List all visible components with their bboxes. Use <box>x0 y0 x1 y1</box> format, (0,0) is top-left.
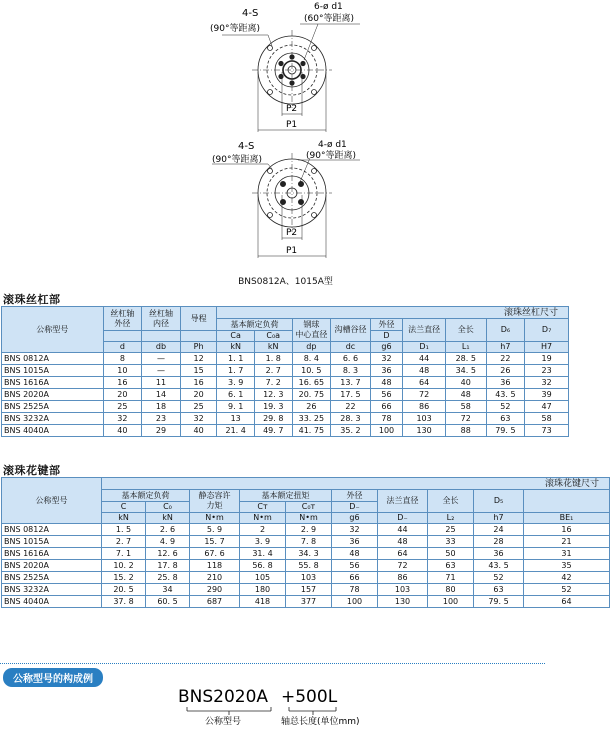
spline-value-cell: 80 <box>428 584 474 596</box>
screw-spec-table <box>1 306 569 437</box>
screw-header-length: 全长 <box>445 319 486 342</box>
screw-header-d6: D₆ <box>486 319 525 342</box>
spline-value-cell: 7. 8 <box>286 536 332 548</box>
screw-value-cell: 47 <box>525 401 569 413</box>
spline-value-cell: 56. 8 <box>240 560 286 572</box>
spline-row <box>2 584 610 596</box>
screw-value-cell: 32 <box>180 413 217 425</box>
screw-unit: g6 <box>370 342 403 353</box>
spline-value-cell: 60. 5 <box>146 596 190 608</box>
spline-value-cell: 48 <box>378 536 428 548</box>
screw-value-cell: 23 <box>525 365 569 377</box>
spline-value-cell: 103 <box>378 584 428 596</box>
screw-header-model: 公称型号 <box>2 307 104 353</box>
screw-row <box>2 377 569 389</box>
screw-value-cell: 25 <box>103 401 142 413</box>
screw-value-cell: 8. 3 <box>331 365 371 377</box>
screw-sub-c0a: C₀a <box>254 331 292 342</box>
spline-value-cell: 290 <box>190 584 240 596</box>
screw-value-cell: 100 <box>370 425 403 437</box>
spline-unit: kN <box>146 513 190 524</box>
screw-value-cell: 56 <box>370 389 403 401</box>
screw-value-cell: 78 <box>370 413 403 425</box>
screw-value-cell: 34. 5 <box>445 365 486 377</box>
screw-value-cell: 33. 25 <box>292 413 331 425</box>
screw-model-cell: BNS 1616A <box>2 377 104 389</box>
screw-value-cell: 1. 8 <box>254 353 292 365</box>
screw-table-body <box>2 353 569 437</box>
spline-value-cell: 72 <box>378 560 428 572</box>
screw-value-cell: 66 <box>370 401 403 413</box>
spline-unit: g6 <box>332 513 378 524</box>
spline-value-cell: 118 <box>190 560 240 572</box>
bottom-hole <box>298 181 303 186</box>
screw-value-cell: 2. 7 <box>254 365 292 377</box>
screw-value-cell: 73 <box>525 425 569 437</box>
screw-model-cell: BNS 0812A <box>2 353 104 365</box>
screw-sub-d: D <box>370 331 403 342</box>
screw-value-cell: 18 <box>142 401 181 413</box>
screw-value-cell: 19 <box>525 353 569 365</box>
drawing-caption: BNS0812A、1015A型 <box>238 277 333 287</box>
spline-value-cell: 52 <box>524 584 610 596</box>
spline-value-cell: 36 <box>474 548 524 560</box>
screw-value-cell: 48 <box>370 377 403 389</box>
spline-value-cell: 15. 2 <box>102 572 146 584</box>
spline-table-body <box>2 524 610 608</box>
screw-value-cell: 9. 1 <box>217 401 255 413</box>
screw-value-cell: 43. 5 <box>486 389 525 401</box>
spline-value-cell: 43. 5 <box>474 560 524 572</box>
spline-value-cell: 2 <box>240 524 286 536</box>
spline-value-cell: 79. 5 <box>474 596 524 608</box>
spline-value-cell: 71 <box>428 572 474 584</box>
screw-unit: kN <box>217 342 255 353</box>
spline-value-cell: 50 <box>428 548 474 560</box>
spline-unit: L₂ <box>428 513 474 524</box>
spline-header-load: 基本额定负荷 <box>102 490 190 502</box>
spline-unit: kN <box>102 513 146 524</box>
screw-value-cell: 16 <box>103 377 142 389</box>
spline-row <box>2 524 610 536</box>
spline-value-cell: 210 <box>190 572 240 584</box>
spline-unit: N•m <box>286 513 332 524</box>
spline-unit: N•m <box>240 513 286 524</box>
spline-value-cell: 37. 8 <box>102 596 146 608</box>
screw-model-cell: BNS 3232A <box>2 413 104 425</box>
screw-value-cell: 6. 1 <box>217 389 255 401</box>
screw-model-cell: BNS 4040A <box>2 425 104 437</box>
spline-value-cell: 48 <box>332 548 378 560</box>
screw-value-cell: 7. 2 <box>254 377 292 389</box>
screw-value-cell: 26 <box>292 401 331 413</box>
screw-value-cell: — <box>142 353 181 365</box>
spline-value-cell: 64 <box>524 596 610 608</box>
screw-value-cell: 17. 5 <box>331 389 371 401</box>
spline-header-torque: 基本额定扭矩 <box>240 490 332 502</box>
spline-value-cell: 44 <box>378 524 428 536</box>
screw-unit: kN <box>254 342 292 353</box>
top-tap-hole <box>268 90 273 95</box>
spline-value-cell: 17. 8 <box>146 560 190 572</box>
screw-value-cell: 63 <box>486 413 525 425</box>
spline-value-cell: 2. 6 <box>146 524 190 536</box>
spline-header-static: 静态容许 力矩 <box>190 490 240 513</box>
spline-value-cell: 25 <box>428 524 474 536</box>
spline-sub-c0: C₀ <box>146 502 190 513</box>
screw-value-cell: 14 <box>142 389 181 401</box>
screw-row <box>2 365 569 377</box>
spline-unit: BE₁ <box>524 513 610 524</box>
top-d-label: 6-ø d1 <box>314 2 343 12</box>
top-p2-label: P2 <box>286 104 298 114</box>
screw-unit: dc <box>331 342 371 353</box>
screw-row <box>2 413 569 425</box>
spline-value-cell: 20. 5 <box>102 584 146 596</box>
screw-value-cell: 58 <box>525 413 569 425</box>
bottom-p2-label: P2 <box>286 228 298 238</box>
spline-header-blank <box>524 490 610 513</box>
spline-value-cell: 63 <box>428 560 474 572</box>
screw-value-cell: 29. 8 <box>254 413 292 425</box>
screw-value-cell: 10 <box>103 365 142 377</box>
bottom-hole <box>280 181 285 186</box>
top-tap-hole <box>312 90 317 95</box>
bottom-d-note: (90°等距离) <box>306 151 356 161</box>
spline-value-cell: 55. 8 <box>286 560 332 572</box>
screw-value-cell: 19. 3 <box>254 401 292 413</box>
screw-value-cell: 32 <box>525 377 569 389</box>
spline-value-cell: 42 <box>524 572 610 584</box>
spline-value-cell: 35 <box>524 560 610 572</box>
spline-sub-d: D₋ <box>332 502 378 513</box>
bottom-p1-label: P1 <box>286 246 298 256</box>
spline-sub-ct: Cᴛ <box>240 502 286 513</box>
spline-header-ds: D₅ <box>474 490 524 513</box>
screw-value-cell: 58 <box>445 401 486 413</box>
screw-value-cell: 16 <box>180 377 217 389</box>
screw-value-cell: 48 <box>403 365 446 377</box>
bottom-hole <box>280 199 285 204</box>
screw-value-cell: 1. 7 <box>217 365 255 377</box>
spline-model-cell: BNS 3232A <box>2 584 102 596</box>
spline-value-cell: 7. 1 <box>102 548 146 560</box>
model-example-svg <box>0 681 571 726</box>
model-example <box>0 681 571 726</box>
example-length-label: 轴总长度(单位mm) <box>281 717 360 727</box>
top-hole <box>301 61 305 65</box>
spline-value-cell: 418 <box>240 596 286 608</box>
screw-value-cell: 8. 4 <box>292 353 331 365</box>
screw-value-cell: 1. 1 <box>217 353 255 365</box>
top-tap-hole <box>312 46 317 51</box>
screw-unit: H7 <box>525 342 569 353</box>
top-s-note: (90°等距离) <box>210 24 260 34</box>
spline-header-outer: 外径 <box>332 490 378 502</box>
screw-value-cell: 11 <box>142 377 181 389</box>
example-divider <box>0 663 545 664</box>
spline-model-cell: BNS 2020A <box>2 560 102 572</box>
screw-header-groove: 沟槽谷径 <box>331 319 371 342</box>
screw-value-cell: 40 <box>103 425 142 437</box>
spline-value-cell: 25. 8 <box>146 572 190 584</box>
bottom-tap-hole <box>268 213 273 218</box>
spline-value-cell: 63 <box>474 584 524 596</box>
screw-header-ball: 钢球 中心直径 <box>292 319 331 342</box>
screw-unit: L₁ <box>445 342 486 353</box>
spline-value-cell: 52 <box>474 572 524 584</box>
screw-value-cell: 32 <box>103 413 142 425</box>
top-d-leader <box>304 24 318 60</box>
screw-value-cell: 13. 7 <box>331 377 371 389</box>
screw-value-cell: 64 <box>403 377 446 389</box>
bottom-s-label: 4-S <box>238 141 255 152</box>
screw-row <box>2 389 569 401</box>
spline-value-cell: 86 <box>378 572 428 584</box>
spline-group-title: 滚珠花键尺寸 <box>102 478 610 490</box>
screw-unit: db <box>142 342 181 353</box>
screw-unit-blank <box>180 331 217 342</box>
screw-value-cell: 48 <box>445 389 486 401</box>
spline-value-cell: 24 <box>474 524 524 536</box>
spline-unit: h7 <box>474 513 524 524</box>
screw-row <box>2 425 569 437</box>
screw-sub-ca: Ca <box>217 331 255 342</box>
screw-model-cell: BNS 2020A <box>2 389 104 401</box>
spline-section-title: 滚珠花键部 <box>3 464 61 477</box>
top-hole <box>279 61 283 65</box>
screw-value-cell: 20 <box>103 389 142 401</box>
top-hole <box>279 74 283 78</box>
spline-value-cell: 16 <box>524 524 610 536</box>
spline-header-model: 公称型号 <box>2 478 102 524</box>
spline-value-cell: 157 <box>286 584 332 596</box>
bottom-d-label: 4-ø d1 <box>318 140 347 150</box>
spline-value-cell: 31 <box>524 548 610 560</box>
flange-drawings-svg <box>0 0 571 290</box>
spline-value-cell: 5. 9 <box>190 524 240 536</box>
bottom-tap-hole <box>268 169 273 174</box>
top-tap-hole <box>268 46 273 51</box>
screw-value-cell: 8 <box>103 353 142 365</box>
screw-row <box>2 401 569 413</box>
spline-row <box>2 536 610 548</box>
screw-value-cell: 40 <box>445 377 486 389</box>
example-model-label: 公称型号 <box>205 717 242 727</box>
spline-value-cell: 67. 6 <box>190 548 240 560</box>
example-badge: 公称型号的构成例 <box>3 668 103 687</box>
screw-value-cell: 23 <box>142 413 181 425</box>
spline-value-cell: 32 <box>332 524 378 536</box>
spline-sub-c0t: C₀ᴛ <box>286 502 332 513</box>
screw-value-cell: 26 <box>486 365 525 377</box>
spline-value-cell: 34. 3 <box>286 548 332 560</box>
screw-value-cell: 32 <box>370 353 403 365</box>
spline-value-cell: 105 <box>240 572 286 584</box>
screw-value-cell: 20 <box>180 389 217 401</box>
spline-sub-c: C <box>102 502 146 513</box>
top-flange-drawing <box>222 24 360 132</box>
screw-value-cell: 36 <box>486 377 525 389</box>
screw-value-cell: 79. 5 <box>486 425 525 437</box>
screw-value-cell: 72 <box>403 389 446 401</box>
screw-value-cell: 86 <box>403 401 446 413</box>
screw-value-cell: 36 <box>370 365 403 377</box>
spline-unit: D₋ <box>378 513 428 524</box>
screw-value-cell: 25 <box>180 401 217 413</box>
screw-value-cell: 13 <box>217 413 255 425</box>
spline-value-cell: 2. 7 <box>102 536 146 548</box>
screw-value-cell: 130 <box>403 425 446 437</box>
spline-value-cell: 180 <box>240 584 286 596</box>
screw-value-cell: 49. 7 <box>254 425 292 437</box>
top-s-label: 4-S <box>242 8 259 19</box>
spline-value-cell: 78 <box>332 584 378 596</box>
screw-model-cell: BNS 2525A <box>2 401 104 413</box>
spline-model-cell: BNS 1616A <box>2 548 102 560</box>
spline-row <box>2 596 610 608</box>
spline-row <box>2 572 610 584</box>
screw-row <box>2 353 569 365</box>
spline-value-cell: 103 <box>286 572 332 584</box>
bottom-tap-hole <box>312 169 317 174</box>
spline-value-cell: 36 <box>332 536 378 548</box>
flange-drawings <box>0 0 571 290</box>
screw-value-cell: 88 <box>445 425 486 437</box>
screw-value-cell: 28. 5 <box>445 353 486 365</box>
screw-unit-blank <box>103 331 142 342</box>
screw-value-cell: 3. 9 <box>217 377 255 389</box>
bottom-flange-inner-circle <box>275 176 309 210</box>
screw-unit: Ph <box>180 342 217 353</box>
spline-value-cell: 64 <box>378 548 428 560</box>
screw-value-cell: 16. 65 <box>292 377 331 389</box>
screw-value-cell: 6. 6 <box>331 353 371 365</box>
spline-value-cell: 21 <box>524 536 610 548</box>
screw-value-cell: 103 <box>403 413 446 425</box>
screw-header-d7: D₇ <box>525 319 569 342</box>
screw-header-load: 基本额定负荷 <box>217 319 292 331</box>
screw-value-cell: 44 <box>403 353 446 365</box>
spline-value-cell: 33 <box>428 536 474 548</box>
spline-value-cell: 28 <box>474 536 524 548</box>
screw-value-cell: 15 <box>180 365 217 377</box>
screw-section-title: 滚珠丝杠部 <box>3 293 61 306</box>
spline-value-cell: 3. 9 <box>240 536 286 548</box>
spline-row <box>2 548 610 560</box>
bottom-hole <box>298 199 303 204</box>
spline-value-cell: 56 <box>332 560 378 572</box>
screw-value-cell: 22 <box>331 401 371 413</box>
screw-header-outer: 外径 <box>370 319 403 331</box>
screw-value-cell: 40 <box>180 425 217 437</box>
spline-value-cell: 15. 7 <box>190 536 240 548</box>
screw-unit: d <box>103 342 142 353</box>
screw-unit: D₁ <box>403 342 446 353</box>
spline-value-cell: 687 <box>190 596 240 608</box>
screw-value-cell: 35. 2 <box>331 425 371 437</box>
spline-header-length: 全长 <box>428 490 474 513</box>
spline-value-cell: 100 <box>332 596 378 608</box>
spline-value-cell: 10. 2 <box>102 560 146 572</box>
spline-unit: N•m <box>190 513 240 524</box>
bottom-tap-hole <box>312 213 317 218</box>
top-hole <box>301 74 305 78</box>
screw-unit: h7 <box>486 342 525 353</box>
screw-value-cell: 10. 5 <box>292 365 331 377</box>
screw-group-title: 滚珠丝杠尺寸 <box>217 307 569 319</box>
screw-value-cell: 12. 3 <box>254 389 292 401</box>
spline-model-cell: BNS 1015A <box>2 536 102 548</box>
screw-value-cell: 20. 75 <box>292 389 331 401</box>
spline-value-cell: 377 <box>286 596 332 608</box>
spline-spec-table <box>1 477 610 608</box>
spline-value-cell: 31. 4 <box>240 548 286 560</box>
spline-value-cell: 4. 9 <box>146 536 190 548</box>
screw-value-cell: 12 <box>180 353 217 365</box>
screw-header-shaft-od: 丝杠轴 外径 <box>103 307 142 331</box>
screw-value-cell: 39 <box>525 389 569 401</box>
bottom-s-note: (90°等距离) <box>212 155 262 165</box>
screw-unit: dp <box>292 342 331 353</box>
screw-value-cell: 22 <box>486 353 525 365</box>
screw-model-cell: BNS 1015A <box>2 365 104 377</box>
screw-value-cell: 72 <box>445 413 486 425</box>
example-model-code: BNS2020A <box>178 687 269 707</box>
screw-unit-blank <box>142 331 181 342</box>
spline-value-cell: 2. 9 <box>286 524 332 536</box>
spline-value-cell: 130 <box>378 596 428 608</box>
top-d-note: (60°等距离) <box>304 14 354 24</box>
spline-model-cell: BNS 0812A <box>2 524 102 536</box>
spline-value-cell: 12. 6 <box>146 548 190 560</box>
screw-value-cell: 28. 3 <box>331 413 371 425</box>
screw-value-cell: 29 <box>142 425 181 437</box>
spline-value-cell: 1. 5 <box>102 524 146 536</box>
screw-value-cell: — <box>142 365 181 377</box>
spline-value-cell: 66 <box>332 572 378 584</box>
spline-row <box>2 560 610 572</box>
spline-value-cell: 34 <box>146 584 190 596</box>
spline-header-flange: 法兰直径 <box>378 490 428 513</box>
top-p1-label: P1 <box>286 120 298 130</box>
screw-header-flange: 法兰直径 <box>403 319 446 342</box>
spline-value-cell: 100 <box>428 596 474 608</box>
bottom-flange-drawing <box>212 153 360 258</box>
screw-value-cell: 41. 75 <box>292 425 331 437</box>
example-length-code: +500L <box>281 687 338 707</box>
spline-model-cell: BNS 2525A <box>2 572 102 584</box>
screw-value-cell: 52 <box>486 401 525 413</box>
screw-header-shaft-id: 丝杠轴 内径 <box>142 307 181 331</box>
screw-value-cell: 21. 4 <box>217 425 255 437</box>
screw-header-lead: 导程 <box>180 307 217 331</box>
spline-model-cell: BNS 4040A <box>2 596 102 608</box>
